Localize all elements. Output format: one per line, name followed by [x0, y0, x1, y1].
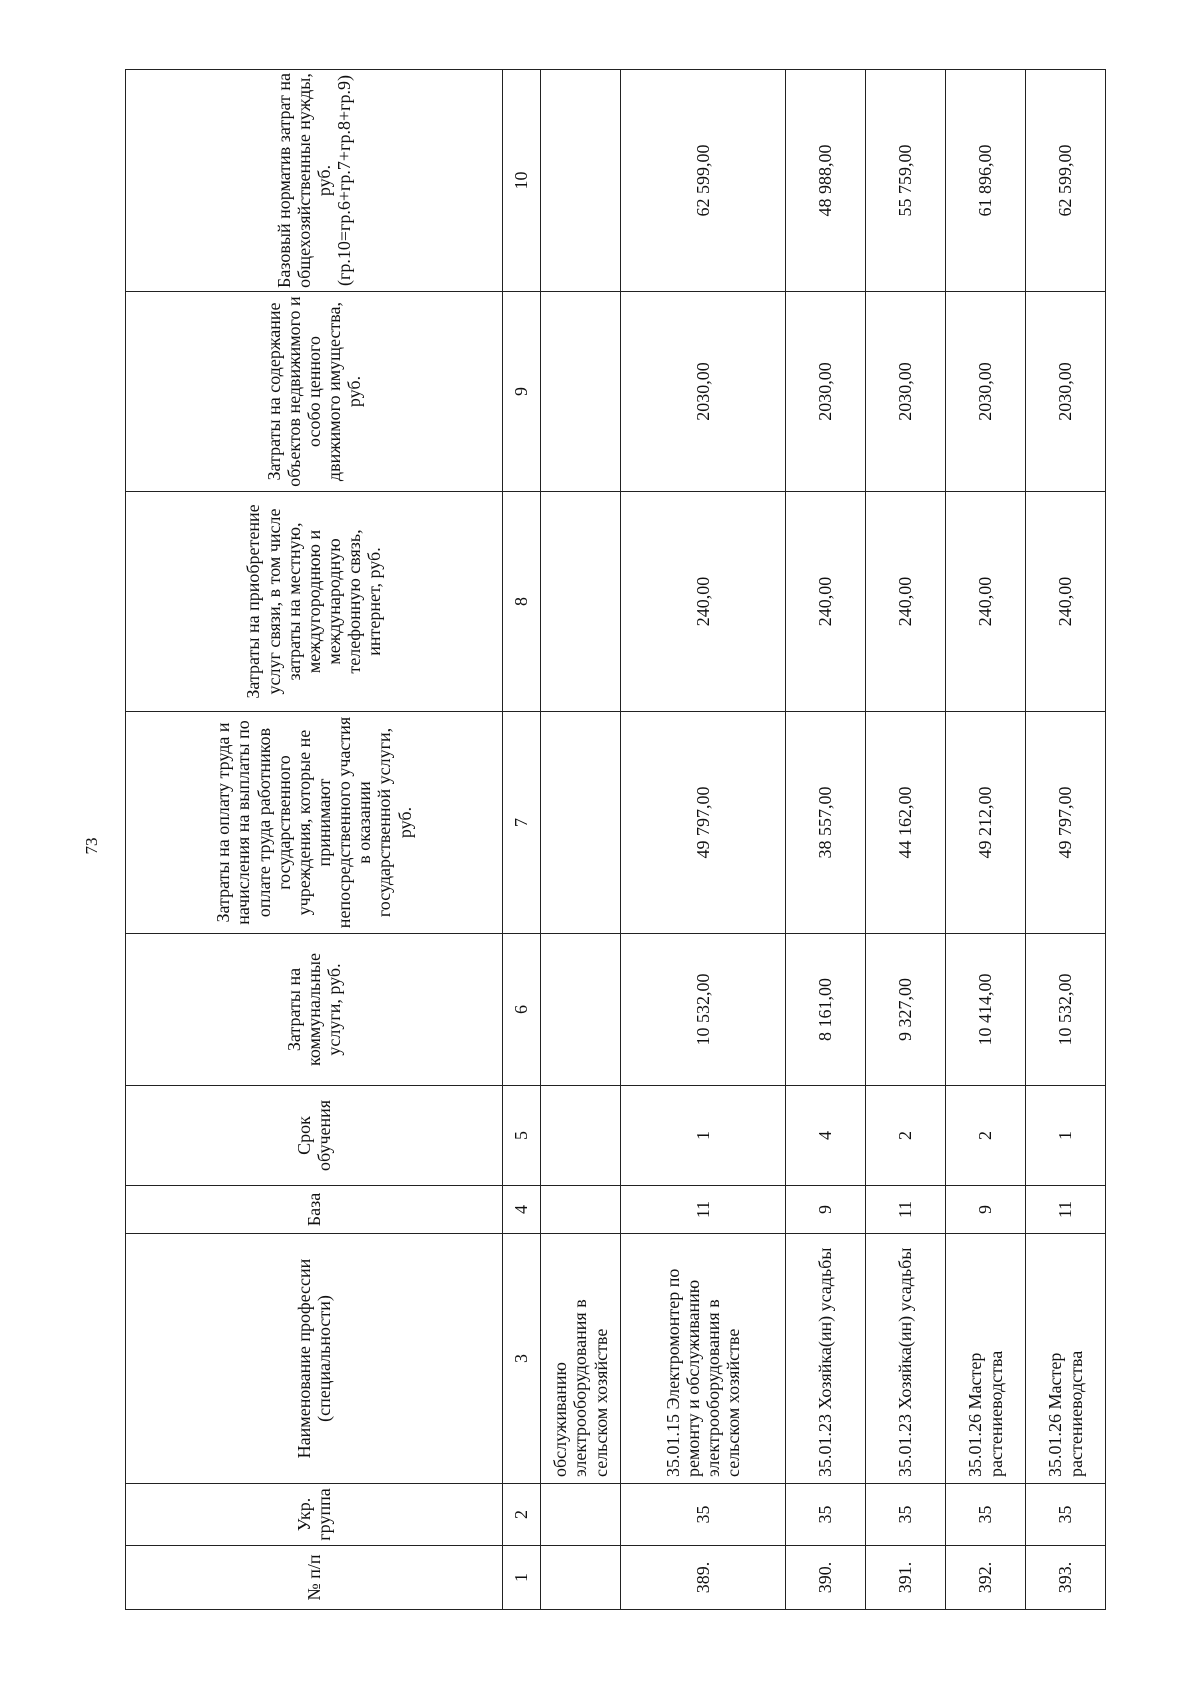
cell-base: 9 [786, 1186, 866, 1234]
header-cell: Затраты на коммунальные услуги, руб. [126, 934, 503, 1086]
cell-name: 35.01.23 Хозяйка(ин) усадьбы [786, 1234, 866, 1484]
cell-name: 35.01.23 Хозяйка(ин) усадьбы [866, 1234, 946, 1484]
cell-communications: 240,00 [786, 492, 866, 712]
cell-name: 35.01.26 Мастер растениеводства [946, 1234, 1026, 1484]
cell-property: 2030,00 [866, 292, 946, 492]
cost-norms-table [125, 69, 1106, 1610]
cell-name: обслуживанию электрооборудования в сельском хозяйстве [541, 1234, 621, 1484]
cell-total: 61 896,00 [946, 70, 1026, 292]
cell-total: 62 599,00 [621, 70, 786, 292]
column-number: 6 [503, 934, 541, 1086]
cell-term: 2 [866, 1086, 946, 1186]
cell-base: 11 [621, 1186, 786, 1234]
column-number: 2 [503, 1484, 541, 1546]
cell-labor: 44 162,00 [866, 712, 946, 934]
header-cell: База [126, 1186, 503, 1234]
cell-num: 392. [946, 1546, 1026, 1610]
table-row [946, 70, 1026, 1610]
header-cell: Затраты на приобретение услуг связи, в том числе затраты на местную, междугороднюю и международную телефонную связь, интернет, руб. [126, 492, 503, 712]
cell-communications [541, 492, 621, 712]
cell-group: 35 [866, 1484, 946, 1546]
cell-total: 55 759,00 [866, 70, 946, 292]
cell-utilities: 8 161,00 [786, 934, 866, 1086]
cell-term [541, 1086, 621, 1186]
cell-property: 2030,00 [621, 292, 786, 492]
cell-utilities: 10 414,00 [946, 934, 1026, 1086]
header-row [126, 70, 503, 1610]
column-number: 4 [503, 1186, 541, 1234]
cell-term: 4 [786, 1086, 866, 1186]
column-number: 10 [503, 70, 541, 292]
cell-communications: 240,00 [621, 492, 786, 712]
header-cell: Затраты на содержание объектов недвижимого и особо ценного движимого имущества, руб. [126, 292, 503, 492]
cell-labor [541, 712, 621, 934]
cell-name: 35.01.15 Электромонтер по ремонту и обслуживанию электрооборудования в сельском хозяйстве [621, 1234, 786, 1484]
cell-group: 35 [946, 1484, 1026, 1546]
header-cell: Срок обучения [126, 1086, 503, 1186]
cell-labor: 49 797,00 [1026, 712, 1106, 934]
cell-property: 2030,00 [786, 292, 866, 492]
cell-group: 35 [1026, 1484, 1106, 1546]
cell-term: 2 [946, 1086, 1026, 1186]
cell-term: 1 [621, 1086, 786, 1186]
cell-base: 11 [866, 1186, 946, 1234]
cell-name: 35.01.26 Мастер растениеводства [1026, 1234, 1106, 1484]
cell-utilities: 9 327,00 [866, 934, 946, 1086]
column-number: 7 [503, 712, 541, 934]
header-cell: Укр. группа [126, 1484, 503, 1546]
cell-utilities: 10 532,00 [621, 934, 786, 1086]
rotated-table-container [125, 70, 1086, 1610]
cell-num: 389. [621, 1546, 786, 1610]
cell-communications: 240,00 [866, 492, 946, 712]
cell-total: 48 988,00 [786, 70, 866, 292]
header-cell: Базовый норматив затрат на общехозяйственные нужды, руб. (гр.10=гр.6+гр.7+гр.8+гр.9) [126, 70, 503, 292]
cell-num: 391. [866, 1546, 946, 1610]
cell-property: 2030,00 [1026, 292, 1106, 492]
table-row [621, 70, 786, 1610]
column-number-row [503, 70, 541, 1610]
column-number: 3 [503, 1234, 541, 1484]
header-cell: Затраты на оплату труда и начисления на выплаты по оплате труда работников государственного учреждения, которые не принимают непосредственного участия в оказании государственной услуги, руб. [126, 712, 503, 934]
cell-base: 11 [1026, 1186, 1106, 1234]
column-number: 5 [503, 1086, 541, 1186]
cell-num: 393. [1026, 1546, 1106, 1610]
cell-communications: 240,00 [1026, 492, 1106, 712]
cell-labor: 49 212,00 [946, 712, 1026, 934]
cell-labor: 49 797,00 [621, 712, 786, 934]
page-number: 73 [82, 837, 101, 855]
cell-term: 1 [1026, 1086, 1106, 1186]
column-number: 9 [503, 292, 541, 492]
table-row [1026, 70, 1106, 1610]
cell-base: 9 [946, 1186, 1026, 1234]
table-row-continuation [541, 70, 621, 1610]
cell-utilities [541, 934, 621, 1086]
header-cell: Наименование профессии (специальности) [126, 1234, 503, 1484]
header-cell: № п/п [126, 1546, 503, 1610]
cell-group: 35 [621, 1484, 786, 1546]
cell-total [541, 70, 621, 292]
cell-property: 2030,00 [946, 292, 1026, 492]
cell-communications: 240,00 [946, 492, 1026, 712]
table-row [786, 70, 866, 1610]
cell-group: 35 [786, 1484, 866, 1546]
cell-group [541, 1484, 621, 1546]
cell-base [541, 1186, 621, 1234]
cell-num [541, 1546, 621, 1610]
column-number: 1 [503, 1546, 541, 1610]
cell-labor: 38 557,00 [786, 712, 866, 934]
column-number: 8 [503, 492, 541, 712]
cell-num: 390. [786, 1546, 866, 1610]
cell-total: 62 599,00 [1026, 70, 1106, 292]
table-row [866, 70, 946, 1610]
cell-utilities: 10 532,00 [1026, 934, 1106, 1086]
cell-property [541, 292, 621, 492]
